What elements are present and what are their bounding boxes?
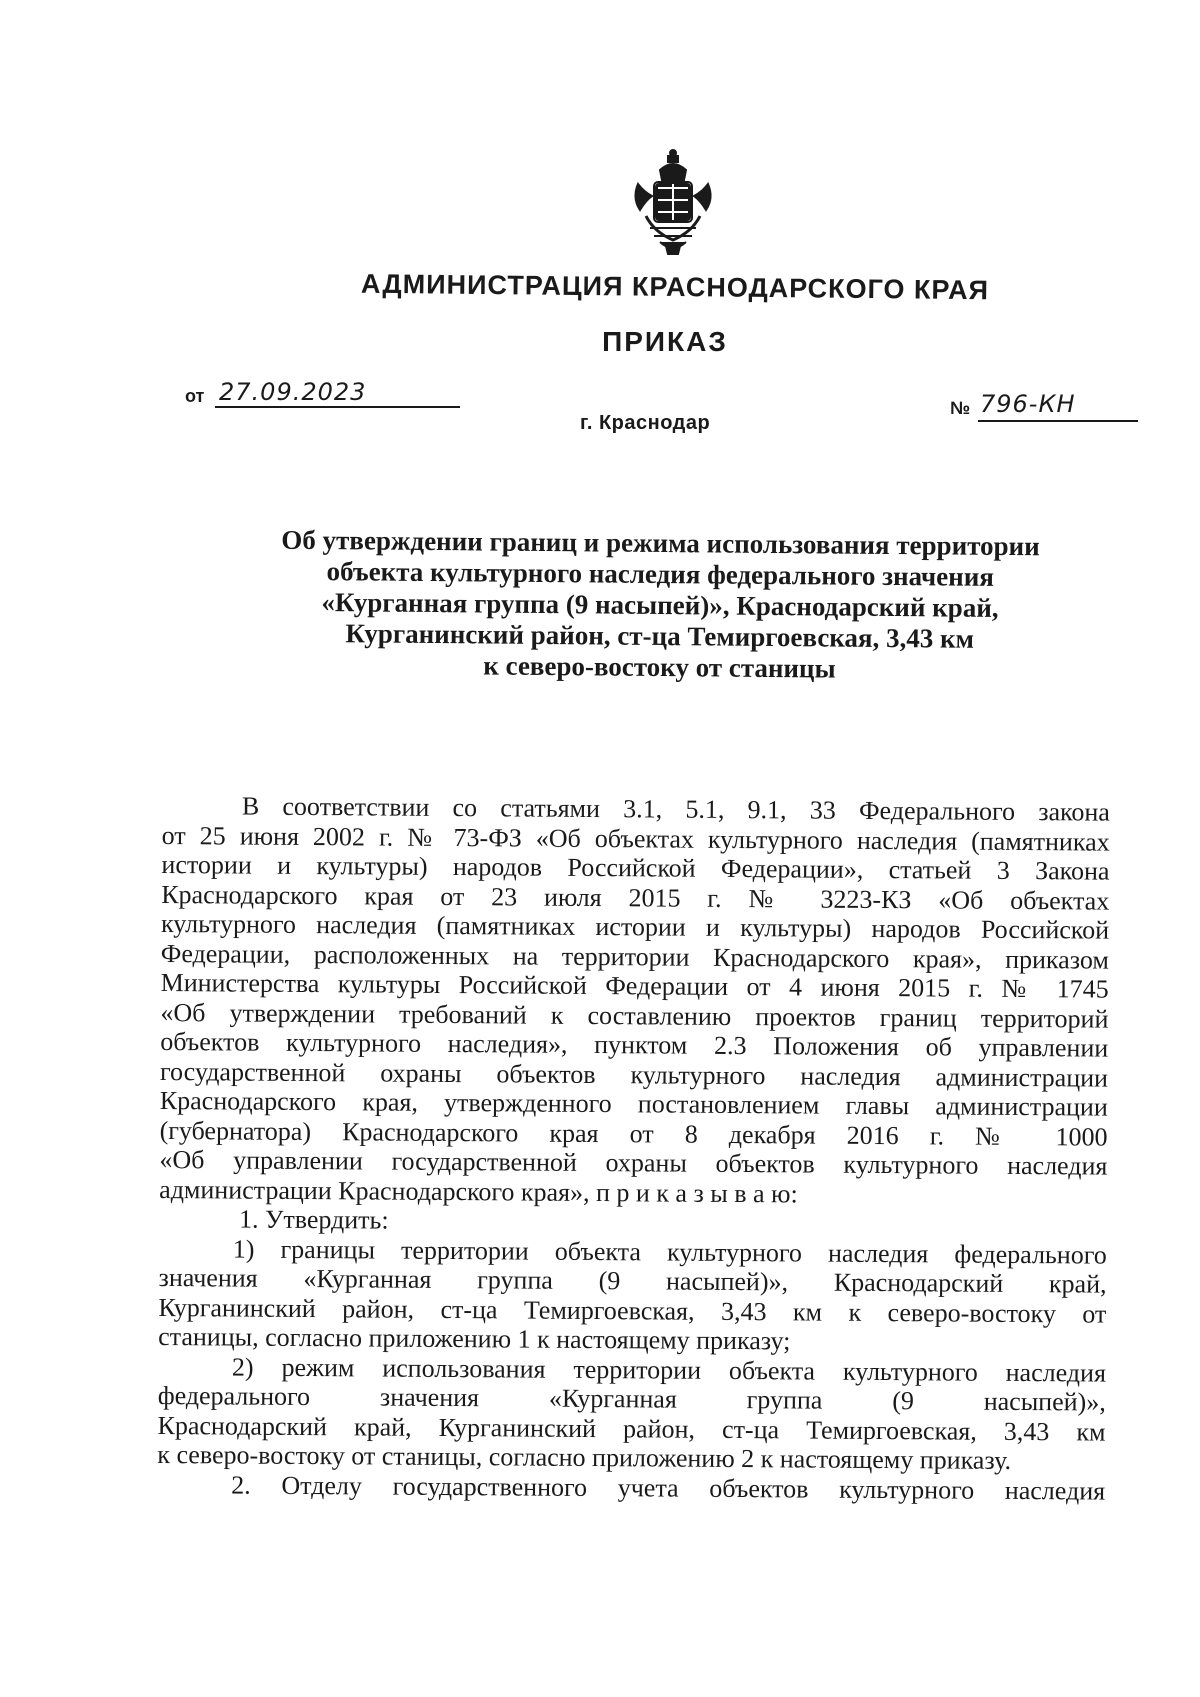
date-prefix: от	[185, 386, 205, 406]
city-label: г. Краснодар	[580, 412, 711, 434]
body-line: Курганинский район, ст-ца Темиргоевская, 3,43 км к северо-востоку от	[158, 1292, 1107, 1329]
body-line: «Об управлении государственной охраны объектов культурного наследия	[159, 1144, 1108, 1181]
body-line: истории и культуры) народов Российской Федерации», статьей 3 Закона	[161, 849, 1110, 886]
number-field	[950, 390, 1140, 428]
organization-name: АДМИНИСТРАЦИЯ КРАСНОДАРСКОГО КРАЯ	[360, 268, 990, 306]
body-line: «Об утверждении требований к составлению проектов границ территорий	[160, 997, 1109, 1034]
body-line: станицы, согласно приложению 1 к настоящему приказу;	[158, 1321, 791, 1356]
title-line: к северо-востоку от станицы	[483, 650, 836, 684]
body-line: значения «Курганная группа (9 насыпей)», Краснодарский край,	[158, 1262, 1107, 1299]
body-line: Краснодарский край, Курганинский район, ст-ца Темиргоевская, 3,43 км	[157, 1410, 1106, 1447]
title-line: объекта культурного наследия федерального значения	[326, 556, 995, 592]
number-handwritten: 796-КН	[980, 390, 1076, 418]
body-line: Краснодарского края, утвержденного постановлением главы администрации	[159, 1085, 1108, 1122]
body-line: Краснодарского края от 23 июля 2015 г. № 3223-КЗ «Об объектах	[161, 879, 1110, 916]
body-line: государственной охраны объектов культурного наследия администрации	[159, 1056, 1109, 1093]
body-line: 1) границы территории объекта культурного наследия федерального	[232, 1234, 1107, 1270]
body-line: администрации Краснодарского края», п р и к а з ы в а ю:	[159, 1174, 798, 1208]
body-line: Министерства культуры Российской Федерации от 4 июня 2015 г. № 1745	[160, 967, 1109, 1004]
title-line: Об утверждении границ и режима использования территории	[281, 524, 1040, 562]
document-body	[157, 791, 1110, 1506]
body-line: 1. Утвердить:	[238, 1204, 389, 1235]
title-line: «Курганная группа (9 насыпей)», Краснодарский край,	[321, 587, 999, 623]
body-line: 2) режим использования территории объекта культурного наследия	[231, 1352, 1107, 1388]
document-title	[219, 524, 1100, 687]
body-line: культурного наследия (памятниках истории и культуры) народов Российской	[160, 908, 1110, 945]
title-line: Курганинский район, ст-ца Темиргоевская, 3,43 км	[345, 618, 975, 654]
coat-of-arms-icon	[630, 148, 716, 256]
document-type: ПРИКАЗ	[602, 326, 728, 357]
body-line: (губернатора) Краснодарского края от 8 декабря 2016 г. № 1000	[159, 1115, 1108, 1152]
body-line: объектов культурного наследия», пунктом 2.3 Положения об управлении	[160, 1026, 1109, 1063]
number-prefix: №	[950, 398, 971, 418]
body-line: В соответствии со статьями 3.1, 5.1, 9.1, 33 Федерального закона	[241, 791, 1110, 827]
date-underline	[215, 406, 460, 408]
date-field	[185, 378, 465, 416]
body-line: от 25 июня 2002 г. № 73-ФЗ «Об объектах культурного наследия (памятниках	[161, 820, 1110, 857]
body-line: 2. Отделу государственного учета объектов культурного наследия	[231, 1470, 1106, 1506]
body-line: к северо-востоку от станицы, согласно приложению 2 к настоящему приказу.	[157, 1439, 1012, 1475]
body-line: федерального значения «Курганная группа (9 насыпей)»,	[157, 1380, 1106, 1417]
number-underline	[978, 420, 1138, 422]
date-handwritten: 27.09.2023	[219, 378, 367, 406]
body-line: Федерации, расположенных на территории Краснодарского края», приказом	[160, 938, 1109, 975]
